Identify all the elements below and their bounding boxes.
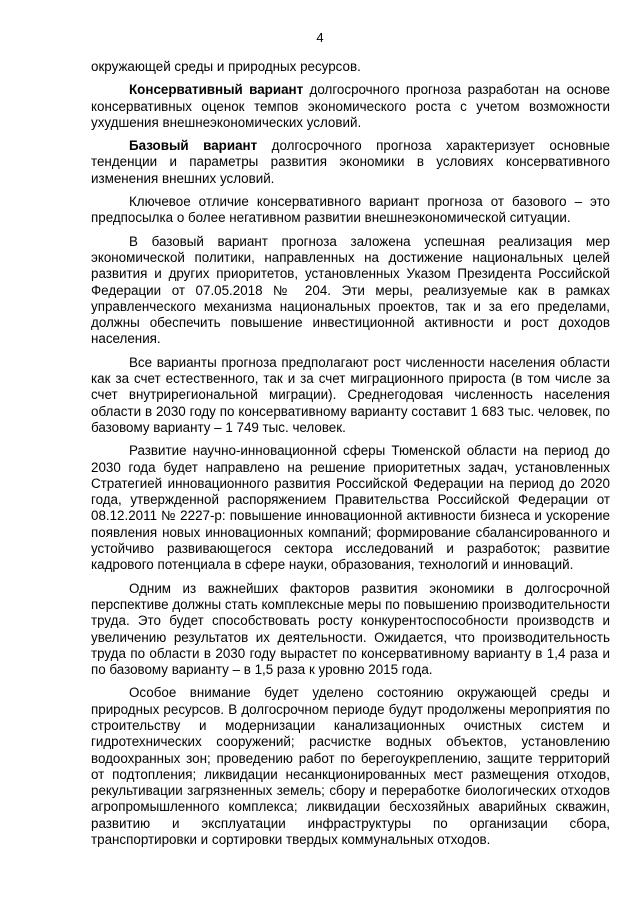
paragraph-text: окружающей среды и природных ресурсов. (91, 59, 361, 74)
paragraph-lead-term: Базовый вариант (129, 138, 258, 154)
paragraph-policy-measures (91, 234, 610, 348)
paragraph-conservative-variant (91, 82, 610, 131)
page-number: 4 (316, 30, 324, 45)
paragraph-productivity (91, 581, 610, 679)
paragraph-text: Развитие научно-инновационной сферы Тюменской области на период до 2030 года будет направлено на решение приоритетных задач, установленных Стратегией инновационного развития Российской Федерации на период до 2020 года, утвержденной распоряжением Правительства Российской Федерации от 08.12.2011 № 2227-р: повышение инновационной активности бизнеса и ускорение появления новых инновационных компаний; формирование сбалансированного и устойчиво развивающегося сектора исследований и разработок; развитие кадрового потенциала в сфере науки, образования, технологий и инноваций. (91, 443, 610, 573)
paragraph-environment (91, 685, 610, 848)
paragraph-text: Одним из важнейших факторов развития экономики в долгосрочной перспективе должны стать комплексные меры по повышению производительности труда. Это будет способствовать росту конкурентоспособности производств и увеличению результатов их деятельности. Ожидается, что производительность труда по области в 2030 году вырастет по консервативному варианту в 1,4 раза и по базовому варианту – в 1,5 раза к уровню 2015 года. (91, 580, 610, 678)
paragraph-text: долгосрочного прогноза разработан на основе консервативных оценок темпов экономического роста с учетом возможности ухудшения внешнеэкономических условий. (91, 82, 610, 130)
paragraph-text: Особое внимание будет уделено состоянию окружающей среды и природных ресурсов. В долгосрочном периоде будут продолжены мероприятия по строительству и модернизации канализационных очистных систем и гидротехнических сооружений; расчистке водных объектов, установлению водоохранных зон; проведению работ по берегоукреплению, защите территорий от подтопления; ликвидации несанкционированных мест размещения отходов, рекультивации загрязненных земель; сбору и переработке биологических отходов агропромышленного комплекса; ликвидации бесхозяйных аварийных скважин, развитию и эксплуатации инфраструктуры по организации сбора, транспортировки и сортировки твердых коммунальных отходов. (91, 685, 610, 848)
paragraph-lead-term: Консервативный вариант (129, 82, 304, 98)
paragraph-population (91, 355, 610, 436)
paragraph-innovation (91, 443, 610, 573)
document-body (91, 59, 610, 855)
paragraph-key-difference (91, 194, 610, 227)
paragraph-text: Все варианты прогноза предполагают рост численности населения области как за счет естественного, так и за счет миграционного прироста (в том числе за счет внутрирегиональной миграции). Среднегодовая численность населения области в 2030 году по консервативному варианту составит 1 683 тыс. человек, по базовому варианту – 1 749 тыс. человек. (91, 354, 610, 435)
paragraph-base-variant (91, 138, 610, 187)
paragraph-text: В базовый вариант прогноза заложена успешная реализация мер экономической политики, направленных на достижение национальных целей развития и других приоритетов, установленных Указом Президента Российской Федерации от 07.05.2018 № 204. Эти меры, реализуемые как в рамках управленческого механизма национальных проектов, так и за его пределами, должны обеспечить повышение инвестиционной активности и рост доходов населения. (91, 233, 610, 347)
paragraph-continuation (91, 59, 610, 75)
paragraph-text: Ключевое отличие консервативного вариант прогноза от базового – это предпосылка о более негативном развитии внешнеэкономической ситуации. (91, 194, 610, 226)
paragraph-text: долгосрочного прогноза характеризует основные тенденции и параметры развития экономики в условиях консервативного изменения внешних условий. (91, 138, 610, 186)
